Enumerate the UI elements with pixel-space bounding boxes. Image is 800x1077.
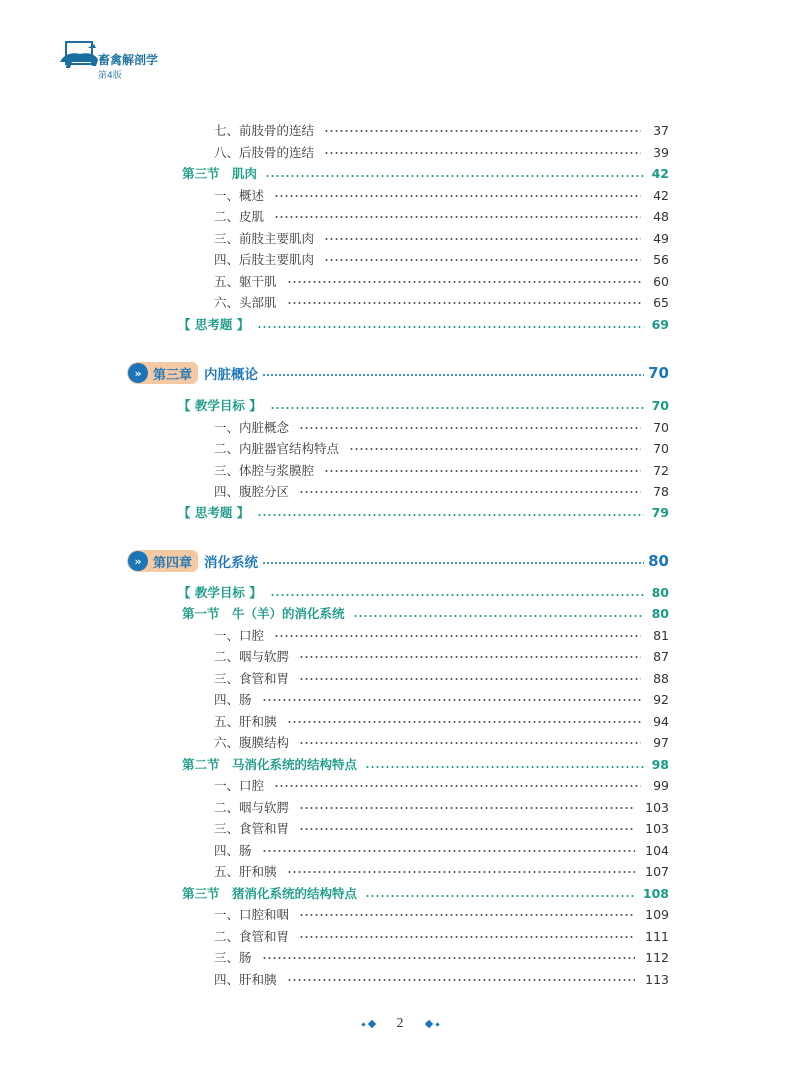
left-diamond-ornament-icon [362, 1021, 375, 1027]
page-number: 2 [396, 1016, 404, 1031]
toc-item-entry[interactable] [0, 948, 800, 968]
entry-title: 四、后肢主要肌肉 [214, 252, 315, 267]
dot-leader [349, 448, 641, 450]
animal-silhouette-icon [58, 40, 102, 76]
entry-page: 107 [645, 864, 669, 879]
page-footer [0, 1012, 800, 1036]
entry-page: 70 [651, 398, 669, 413]
chapter-page: 80 [648, 552, 669, 570]
dot-leader [299, 491, 641, 493]
toc-item-entry[interactable] [0, 439, 800, 459]
entry-page: 113 [645, 972, 669, 987]
entry-page: 48 [653, 209, 669, 224]
toc-item-entry[interactable] [0, 272, 800, 292]
toc-bracket-entry[interactable] [0, 396, 800, 416]
dot-leader [265, 175, 644, 177]
chapter-badge [127, 362, 198, 384]
chapter-badge [127, 550, 198, 572]
entry-title: 【 教学目标 】 [178, 585, 262, 600]
entry-title: 四、腹腔分区 [214, 484, 290, 499]
dot-leader [287, 302, 641, 304]
entry-page: 79 [651, 505, 669, 520]
entry-title: 二、咽与软腭 [214, 649, 290, 664]
entry-page: 42 [653, 188, 669, 203]
entry-title: 一、内脏概念 [214, 420, 290, 435]
entry-page: 78 [653, 484, 669, 499]
dot-leader [324, 238, 641, 240]
toc-chapter-entry[interactable] [0, 548, 800, 574]
entry-page: 80 [651, 585, 669, 600]
toc-item-entry[interactable] [0, 293, 800, 313]
toc-item-entry[interactable] [0, 862, 800, 882]
toc-item-entry[interactable] [0, 186, 800, 206]
double-chevron-right-icon: » [128, 551, 148, 571]
entry-page: 42 [651, 166, 669, 181]
toc-section-entry[interactable] [0, 604, 800, 624]
dot-leader [274, 195, 641, 197]
toc-section-entry[interactable] [0, 164, 800, 184]
entry-page: 92 [653, 692, 669, 707]
toc-item-entry[interactable] [0, 121, 800, 141]
entry-page: 109 [645, 907, 669, 922]
entry-page: 56 [653, 252, 669, 267]
entry-page: 70 [653, 441, 669, 456]
entry-page: 112 [645, 950, 669, 965]
edition-label: 第4版 [98, 71, 122, 81]
dot-leader [324, 130, 641, 132]
book-title: 畜禽解剖学 [98, 53, 159, 67]
entry-title: 二、咽与软腭 [214, 800, 290, 815]
chapter-title: 内脏概论 [204, 367, 259, 383]
entry-title: 二、食管和胃 [214, 929, 290, 944]
entry-page: 69 [651, 317, 669, 332]
toc-item-entry[interactable] [0, 776, 800, 796]
entry-title: 一、口腔 [214, 778, 265, 793]
dot-leader [365, 895, 635, 897]
entry-page: 98 [651, 757, 669, 772]
dot-leader [257, 326, 643, 328]
dot-leader [274, 216, 641, 218]
toc-item-entry[interactable] [0, 626, 800, 646]
entry-title: 【 教学目标 】 [178, 398, 262, 413]
entry-title: 三、食管和胃 [214, 821, 290, 836]
entry-page: 65 [653, 295, 669, 310]
entry-page: 111 [645, 929, 669, 944]
entry-page: 70 [653, 420, 669, 435]
dot-leader [262, 562, 644, 564]
entry-title: 二、皮肌 [214, 209, 265, 224]
entry-title: 四、肠 [214, 692, 252, 707]
chapter-title: 消化系统 [204, 555, 259, 571]
dot-leader [299, 427, 641, 429]
entry-title: 第三节 肌肉 [182, 166, 258, 181]
dot-leader [287, 281, 641, 283]
dot-leader [299, 936, 635, 938]
dot-leader [274, 635, 641, 637]
dot-leader [287, 979, 636, 981]
entry-page: 94 [653, 714, 669, 729]
chapter-number: 第四章 [153, 555, 193, 571]
dot-leader [270, 407, 644, 409]
entry-title: 三、肠 [214, 950, 252, 965]
entry-page: 103 [645, 800, 669, 815]
toc-section-entry[interactable] [0, 755, 800, 775]
entry-page: 104 [645, 843, 669, 858]
entry-title: 【 思考题 】 [178, 505, 250, 520]
toc-item-entry[interactable] [0, 927, 800, 947]
toc-item-entry[interactable] [0, 712, 800, 732]
book-logo [58, 40, 188, 90]
entry-title: 七、前肢骨的连结 [214, 123, 315, 138]
entry-title: 三、体腔与浆膜腔 [214, 463, 315, 478]
entry-title: 三、食管和胃 [214, 671, 290, 686]
entry-title: 一、概述 [214, 188, 265, 203]
entry-page: 60 [653, 274, 669, 289]
entry-title: 第三节 猪消化系统的结构特点 [182, 886, 358, 901]
dot-leader [262, 374, 644, 376]
toc-chapter-entry[interactable] [0, 360, 800, 386]
dot-leader [324, 470, 641, 472]
toc-item-entry[interactable] [0, 229, 800, 249]
chapter-number: 第三章 [153, 367, 193, 383]
entry-page: 108 [642, 886, 669, 901]
dot-leader [262, 850, 636, 852]
toc-item-entry[interactable] [0, 905, 800, 925]
dot-leader [299, 807, 635, 809]
entry-page: 39 [653, 145, 669, 160]
dot-leader [299, 742, 641, 744]
entry-page: 99 [653, 778, 669, 793]
entry-page: 103 [645, 821, 669, 836]
dot-leader [365, 766, 644, 768]
entry-title: 四、肝和胰 [214, 972, 277, 987]
toc-item-entry[interactable] [0, 250, 800, 270]
entry-title: 六、腹膜结构 [214, 735, 290, 750]
entry-title: 二、内脏器官结构特点 [214, 441, 340, 456]
dot-leader [262, 699, 641, 701]
entry-title: 【 思考题 】 [178, 317, 250, 332]
entry-page: 49 [653, 231, 669, 246]
dot-leader [299, 914, 635, 916]
toc-item-entry[interactable] [0, 970, 800, 990]
entry-page: 72 [653, 463, 669, 478]
entry-title: 四、肠 [214, 843, 252, 858]
toc-section-entry[interactable] [0, 884, 800, 904]
toc-item-entry[interactable] [0, 690, 800, 710]
dot-leader [287, 871, 636, 873]
toc-item-entry[interactable] [0, 733, 800, 753]
entry-title: 一、口腔和咽 [214, 907, 290, 922]
entry-page: 87 [653, 649, 669, 664]
dot-leader [324, 259, 641, 261]
dot-leader [324, 152, 641, 154]
entry-page: 97 [653, 735, 669, 750]
entry-page: 37 [653, 123, 669, 138]
double-chevron-right-icon: » [128, 363, 148, 383]
toc-item-entry[interactable] [0, 647, 800, 667]
toc-bracket-entry[interactable] [0, 583, 800, 603]
dot-leader [270, 594, 644, 596]
entry-title: 五、肝和胰 [214, 864, 277, 879]
dot-leader [262, 957, 636, 959]
dot-leader [257, 514, 643, 516]
dot-leader [299, 678, 641, 680]
entry-title: 五、躯干肌 [214, 274, 277, 289]
toc-item-entry[interactable] [0, 482, 800, 502]
toc-item-entry[interactable] [0, 418, 800, 438]
toc-item-entry[interactable] [0, 798, 800, 818]
chapter-page: 70 [648, 364, 669, 382]
toc-item-entry[interactable] [0, 669, 800, 689]
entry-title: 第一节 牛（羊）的消化系统 [182, 606, 345, 621]
toc-bracket-entry[interactable] [0, 503, 800, 523]
entry-title: 八、后肢骨的连结 [214, 145, 315, 160]
entry-title: 五、肝和胰 [214, 714, 277, 729]
entry-page: 88 [653, 671, 669, 686]
toc-item-entry[interactable] [0, 143, 800, 163]
dot-leader [299, 656, 641, 658]
entry-title: 三、前肢主要肌肉 [214, 231, 315, 246]
dot-leader [299, 828, 635, 830]
dot-leader [353, 615, 644, 617]
toc-item-entry[interactable] [0, 819, 800, 839]
dot-leader [274, 785, 641, 787]
toc-item-entry[interactable] [0, 841, 800, 861]
toc-item-entry[interactable] [0, 461, 800, 481]
entry-title: 第二节 马消化系统的结构特点 [182, 757, 358, 772]
entry-page: 80 [651, 606, 669, 621]
entry-page: 81 [653, 628, 669, 643]
entry-title: 一、口腔 [214, 628, 265, 643]
right-diamond-ornament-icon [426, 1021, 439, 1027]
entry-title: 六、头部肌 [214, 295, 277, 310]
toc-bracket-entry[interactable] [0, 315, 800, 335]
toc-item-entry[interactable] [0, 207, 800, 227]
dot-leader [287, 721, 641, 723]
